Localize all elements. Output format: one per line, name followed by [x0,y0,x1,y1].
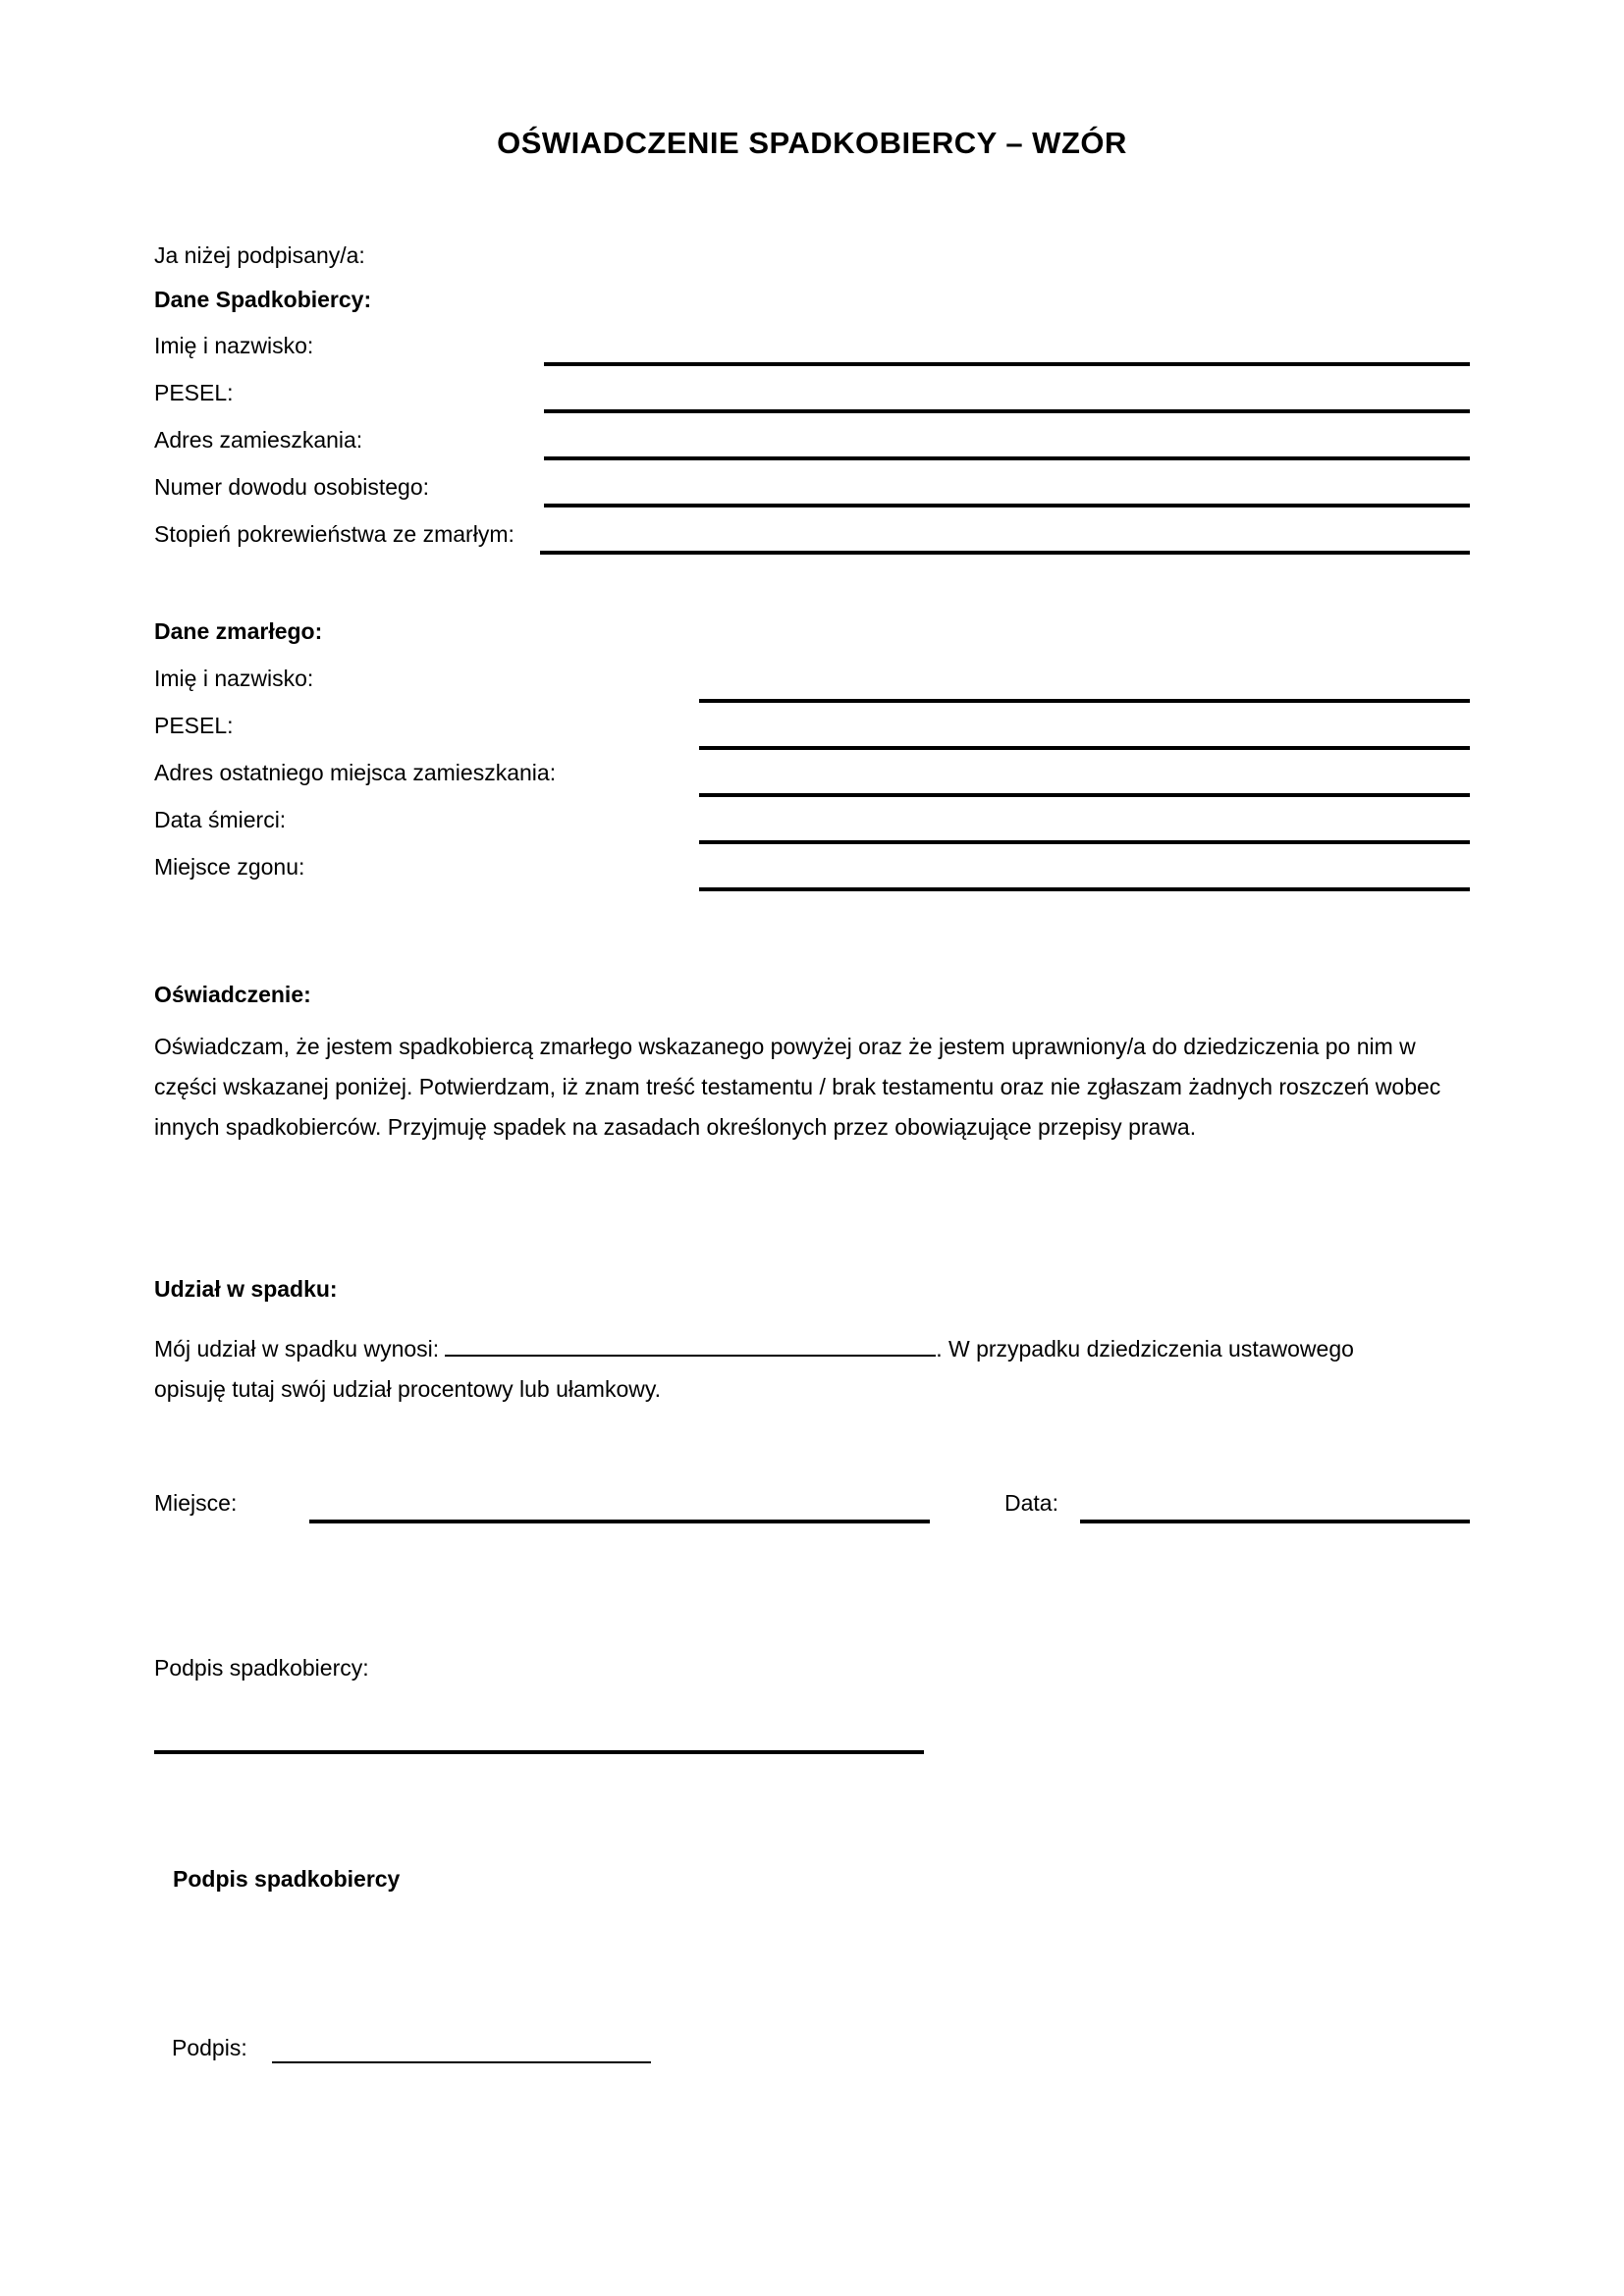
heir-section-heading: Dane Spadkobiercy: [154,287,372,312]
share-after-blank-text: . W przypadku dziedziczenia ustawowego opisuję tutaj swój udział procentowy lub ułamkowy. [154,1336,1354,1402]
deceased-last-address-label: Adres ostatniego miejsca zamieszkania: [154,760,557,785]
declaration-heading: Oświadczenie: [154,982,311,1007]
intro-text: Ja niżej podpisany/a: [154,242,365,268]
signature-heading: Podpis spadkobiercy [173,1866,401,1892]
heir-name-line[interactable] [544,362,1470,366]
signature-label: Podpis spadkobiercy: [154,1655,369,1681]
deceased-name-label: Imię i nazwisko: [154,666,314,691]
signature-line[interactable] [154,1750,924,1754]
share-before-blank-text: Mój udział w spadku wynosi: [154,1336,440,1362]
deceased-section-heading: Dane zmarłego: [154,618,323,644]
place-line[interactable] [309,1520,930,1523]
heir-pesel-label: PESEL: [154,380,234,405]
deceased-death-date-label: Data śmierci: [154,807,287,832]
share-blank-line[interactable] [445,1332,936,1357]
heir-address-line[interactable] [544,456,1470,460]
heir-address-label: Adres zamieszkania: [154,427,363,453]
heir-id-number-line[interactable] [544,504,1470,507]
deceased-death-place-label: Miejsce zgonu: [154,854,305,880]
deceased-death-date-line[interactable] [699,840,1470,844]
date-label: Data: [1004,1490,1058,1516]
deceased-pesel-line[interactable] [699,746,1470,750]
place-label: Miejsce: [154,1490,238,1516]
signature-field-label: Podpis: [172,2035,247,2060]
deceased-death-place-line[interactable] [699,887,1470,891]
deceased-pesel-label: PESEL: [154,713,234,738]
date-line[interactable] [1080,1520,1470,1523]
signature-field-line[interactable] [272,2061,651,2063]
heir-name-label: Imię i nazwisko: [154,333,314,358]
deceased-name-line[interactable] [699,699,1470,703]
heir-kinship-line[interactable] [540,551,1470,555]
heir-pesel-line[interactable] [544,409,1470,413]
heir-id-number-label: Numer dowodu osobistego: [154,474,429,500]
declaration-body: Oświadczam, że jestem spadkobiercą zmarłego wskazanego powyżej oraz że jestem uprawniony/a do dziedziczenia po nim w części wskazanej poniżej. Potwierdzam, iż znam treść testamentu / brak testamentu oraz nie zgłaszam żadnych roszczeń wobec innych spadkobierców. Przyjmuję spadek na zasadach określonych przez obowiązujące przepisy prawa. [154,1034,1441,1140]
document-title: OŚWIADCZENIE SPADKOBIERCY – WZÓR [497,126,1127,160]
deceased-last-address-line[interactable] [699,793,1470,797]
share-paragraph [154,1329,1431,1410]
share-section-heading: Udział w spadku: [154,1276,338,1302]
heir-kinship-label: Stopień pokrewieństwa ze zmarłym: [154,521,514,547]
